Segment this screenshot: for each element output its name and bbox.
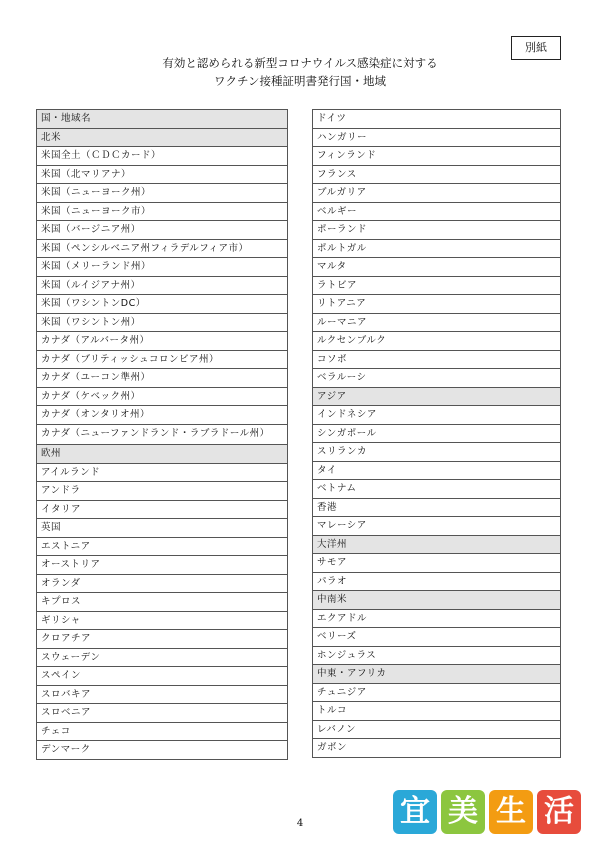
table-row (313, 498, 561, 517)
country-cell: ベリーズ (313, 628, 561, 647)
country-cell: ギリシャ (37, 611, 288, 630)
table-row (313, 258, 561, 277)
table-row (37, 258, 288, 277)
table-row (37, 147, 288, 166)
table-row (37, 593, 288, 612)
table-row (313, 202, 561, 221)
country-cell: ベラルーシ (313, 369, 561, 388)
table-row (313, 720, 561, 739)
country-cell: スロバキア (37, 685, 288, 704)
table-row (313, 184, 561, 203)
table-row (313, 517, 561, 536)
country-cell: フィンランド (313, 147, 561, 166)
table-row (37, 519, 288, 538)
table-row (313, 424, 561, 443)
country-cell: トルコ (313, 702, 561, 721)
table-row (37, 741, 288, 760)
table-row (37, 722, 288, 741)
table-section-row (313, 591, 561, 610)
country-cell: ベトナム (313, 480, 561, 499)
table-row (37, 332, 288, 351)
country-cell: ホンジュラス (313, 646, 561, 665)
table-row (313, 295, 561, 314)
country-cell: エクアドル (313, 609, 561, 628)
country-cell: カナダ（ユーコン準州） (37, 369, 288, 388)
table-row (37, 500, 288, 519)
logo-char-0: 宜 (393, 790, 437, 834)
table-row (37, 648, 288, 667)
country-cell: カナダ（ケベック州） (37, 387, 288, 406)
logo-char-3: 活 (537, 790, 581, 834)
country-cell: スロベニア (37, 704, 288, 723)
table-row (313, 369, 561, 388)
country-cell: カナダ（アルバータ州） (37, 332, 288, 351)
country-cell: マレーシア (313, 517, 561, 536)
country-cell: シンガポール (313, 424, 561, 443)
country-table-right (312, 109, 561, 758)
table-row (37, 667, 288, 686)
table-row (313, 683, 561, 702)
country-cell: レバノン (313, 720, 561, 739)
logo-char-2: 生 (489, 790, 533, 834)
table-row (37, 704, 288, 723)
table-row (313, 572, 561, 591)
country-cell: ハンガリー (313, 128, 561, 147)
country-cell: パラオ (313, 572, 561, 591)
table-row (37, 482, 288, 501)
table-row (313, 609, 561, 628)
country-cell: キプロス (37, 593, 288, 612)
country-cell: チェコ (37, 722, 288, 741)
table-row (313, 332, 561, 351)
table-row (37, 556, 288, 575)
table-row (37, 424, 288, 445)
table-row (37, 202, 288, 221)
country-cell: デンマーク (37, 741, 288, 760)
table-row (37, 276, 288, 295)
country-cell: 香港 (313, 498, 561, 517)
country-cell: 米国全土（ＣＤＣカード） (37, 147, 288, 166)
table-section-row (37, 128, 288, 147)
table-row (37, 537, 288, 556)
country-cell: ルーマニア (313, 313, 561, 332)
site-logo (393, 790, 583, 840)
section-header-cell: 国・地域名 (37, 110, 288, 129)
country-cell: ベルギー (313, 202, 561, 221)
country-table-left (36, 109, 288, 760)
table-section-row (313, 387, 561, 406)
table-row (313, 276, 561, 295)
country-cell: スリランカ (313, 443, 561, 462)
table-row (313, 739, 561, 758)
table-row (37, 611, 288, 630)
country-cell: チュニジア (313, 683, 561, 702)
table-row (313, 350, 561, 369)
country-cell: イタリア (37, 500, 288, 519)
table-row (37, 630, 288, 649)
table-row (37, 184, 288, 203)
table-row (313, 239, 561, 258)
country-cell: アンドラ (37, 482, 288, 501)
table-row (37, 685, 288, 704)
country-cell: ラトビア (313, 276, 561, 295)
table-row (313, 313, 561, 332)
table-row (313, 702, 561, 721)
table-row (313, 110, 561, 129)
table-section-row (37, 445, 288, 464)
table-row (313, 443, 561, 462)
table-row (37, 239, 288, 258)
document-title-line2: ワクチン接種証明書発行国・地域 (214, 74, 386, 88)
section-header-cell: 大洋州 (313, 535, 561, 554)
table-row (313, 461, 561, 480)
country-cell: 米国（ニューヨーク州） (37, 184, 288, 203)
country-cell: 米国（ペンシルベニア州フィラデルフィア市） (37, 239, 288, 258)
country-cell: コソボ (313, 350, 561, 369)
country-cell: 米国（北マリアナ） (37, 165, 288, 184)
country-cell: ブルガリア (313, 184, 561, 203)
table-row (37, 295, 288, 314)
table-row (313, 628, 561, 647)
country-cell: リトアニア (313, 295, 561, 314)
country-cell: アイルランド (37, 463, 288, 482)
attachment-stamp: 別紙 (511, 36, 561, 60)
table-row (37, 350, 288, 369)
country-cell: スペイン (37, 667, 288, 686)
country-cell: インドネシア (313, 406, 561, 425)
table-row (313, 128, 561, 147)
country-cell: エストニア (37, 537, 288, 556)
country-cell: 米国（ワシントン州） (37, 313, 288, 332)
section-header-cell: 北米 (37, 128, 288, 147)
table-row (37, 369, 288, 388)
table-row (313, 554, 561, 573)
country-cell: ガボン (313, 739, 561, 758)
country-cell: スウェーデン (37, 648, 288, 667)
table-row (313, 221, 561, 240)
country-cell: ルクセンブルク (313, 332, 561, 351)
document-title-line1: 有効と認められる新型コロナウイルス感染症に対する (162, 56, 438, 70)
table-row (37, 574, 288, 593)
country-cell: カナダ（ニューファンドランド・ラブラドール州） (37, 424, 288, 445)
country-cell: マルタ (313, 258, 561, 277)
table-row (313, 406, 561, 425)
country-cell: カナダ（オンタリオ州） (37, 406, 288, 425)
table-row (37, 387, 288, 406)
country-cell: ポーランド (313, 221, 561, 240)
table-row (37, 165, 288, 184)
table-section-row (313, 535, 561, 554)
table-row (37, 463, 288, 482)
table-row (37, 406, 288, 425)
country-cell: 米国（バージニア州） (37, 221, 288, 240)
country-cell: カナダ（ブリティッシュコロンビア州） (37, 350, 288, 369)
table-row (313, 147, 561, 166)
table-row (313, 165, 561, 184)
country-cell: 米国（ニューヨーク市） (37, 202, 288, 221)
country-cell: 米国（ルイジアナ州） (37, 276, 288, 295)
country-cell: フランス (313, 165, 561, 184)
country-cell: クロアチア (37, 630, 288, 649)
country-cell: ドイツ (313, 110, 561, 129)
section-header-cell: 中南米 (313, 591, 561, 610)
country-cell: タイ (313, 461, 561, 480)
section-header-cell: 欧州 (37, 445, 288, 464)
table-row (37, 221, 288, 240)
page-number: 4 (296, 818, 304, 829)
table-section-row (313, 665, 561, 684)
logo-char-1: 美 (441, 790, 485, 834)
country-cell: オランダ (37, 574, 288, 593)
table-section-row (37, 110, 288, 129)
country-cell: 米国（メリーランド州） (37, 258, 288, 277)
country-cell: 米国（ワシントンDC） (37, 295, 288, 314)
section-header-cell: 中東・アフリカ (313, 665, 561, 684)
country-cell: サモア (313, 554, 561, 573)
table-row (37, 313, 288, 332)
table-row (313, 646, 561, 665)
table-row (313, 480, 561, 499)
country-cell: ポルトガル (313, 239, 561, 258)
section-header-cell: アジア (313, 387, 561, 406)
country-cell: オーストリア (37, 556, 288, 575)
country-cell: 英国 (37, 519, 288, 538)
